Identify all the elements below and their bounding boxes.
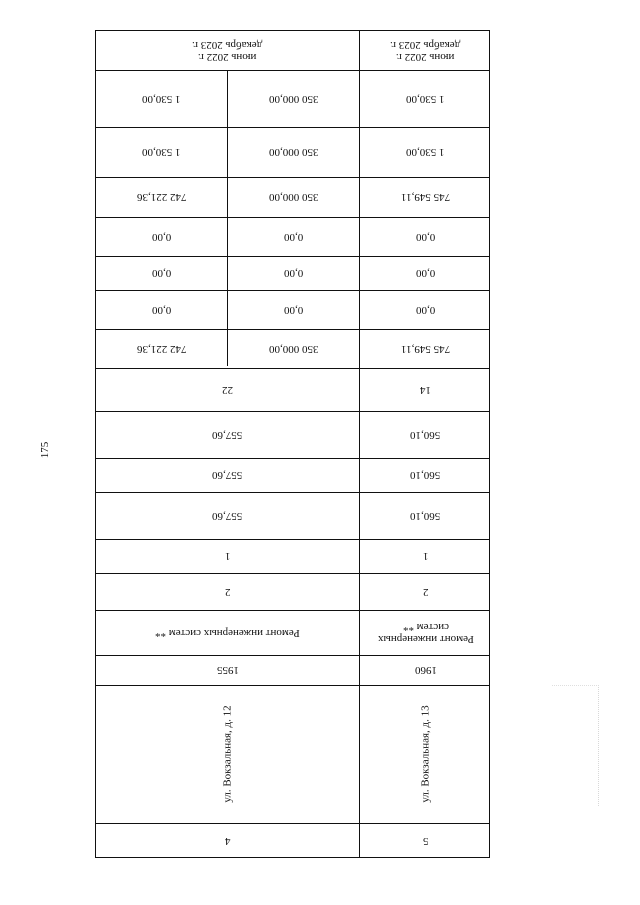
table-cell: 560,10 [410, 428, 441, 441]
address-cell: ул. Вокзальная, д. 13 [419, 705, 432, 803]
table-cell: 2 [224, 585, 231, 598]
work-type-cell: Ремонт инженерных систем ** [155, 626, 300, 639]
table-cell: 0,00 [283, 267, 304, 279]
table-cell: 14 [420, 383, 431, 396]
table-cell: 560,10 [410, 469, 441, 481]
table-cell: 1 530,00 [142, 146, 181, 158]
table-cell: 557,60 [212, 469, 243, 481]
page-number: 175 [39, 441, 51, 459]
table-cell: 350 000,00 [268, 146, 319, 158]
scan-artifact [552, 685, 599, 806]
table-cell: 0,00 [151, 303, 172, 316]
table-cell: 1 530,00 [142, 92, 181, 105]
index-cell: 4 [224, 834, 231, 847]
table-cell: 1 530,00 [406, 146, 445, 158]
header-cell-left: июнь 2022 г. декабрь 2023 г. [192, 38, 263, 63]
table-cell: 350 000,00 [268, 92, 319, 105]
table-cell: 0,00 [283, 303, 304, 316]
year-cell: 1960 [414, 664, 437, 676]
table-cell: 2 [422, 585, 429, 598]
table-cell: 0,00 [151, 230, 172, 243]
table-cell: 557,60 [212, 509, 243, 522]
table-cell: 742 221,36 [136, 191, 187, 203]
index-cell: 5 [422, 834, 429, 847]
table-cell: 745 549,11 [400, 342, 451, 355]
table-cell: 557,60 [212, 428, 243, 441]
work-type-cell: Ремонт инженерных систем ** [377, 620, 474, 645]
table-cell: 1 [422, 550, 429, 562]
table-cell: 0,00 [415, 267, 436, 279]
year-cell: 1955 [216, 664, 239, 676]
table-cell: 1 530,00 [406, 92, 445, 105]
address-cell: ул. Вокзальная, д. 12 [221, 705, 234, 803]
table-cell: 0,00 [415, 303, 436, 316]
table-cell: 350 000,00 [268, 342, 319, 355]
table-cell: 0,00 [415, 230, 436, 243]
header-cell-right: июнь 2022 г. декабрь 2023 г. [390, 38, 461, 63]
table-cell: 22 [222, 383, 233, 396]
table-cell: 560,10 [410, 509, 441, 522]
table-cell: 745 549,11 [400, 191, 451, 203]
table-cell: 1 [224, 550, 231, 562]
table-cell: 0,00 [283, 230, 304, 243]
table-cell: 0,00 [151, 267, 172, 279]
table-cell: 742 221,36 [136, 342, 187, 355]
data-table [95, 30, 490, 858]
table-cell: 350 000,00 [268, 191, 319, 203]
